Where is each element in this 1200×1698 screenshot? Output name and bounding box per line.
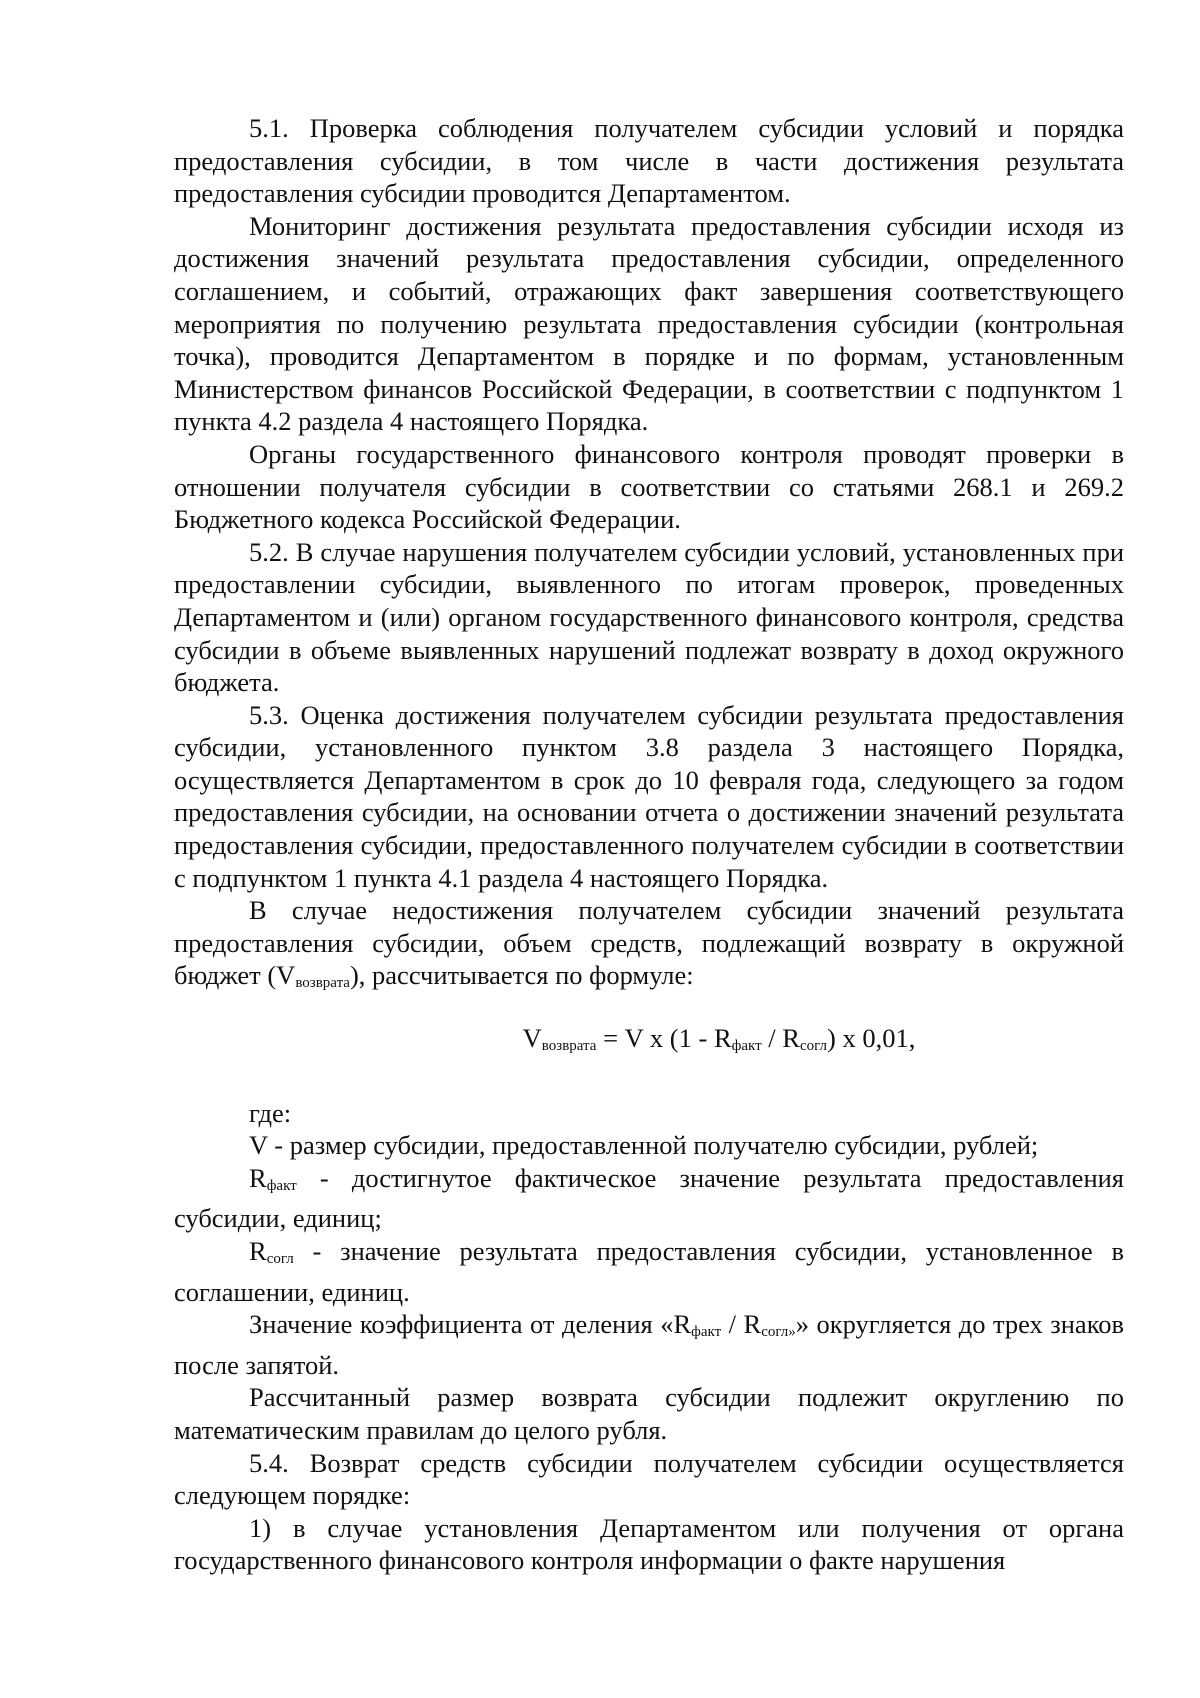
definition-r-fact: $R_{факт}$ - достигнутое фактическое значение результата предоставления субсидии, единиц; [174, 1162, 1124, 1234]
paragraph-5-1: 5.1. Проверка соблюдения получателем субсидии условий и порядка предоставления субсидии, в том числе в части достижения результата предоставления субсидии проводится Департаментом. [174, 113, 1124, 209]
paragraph-5-3: 5.3. Оценка достижения получателем субсидии результата предоставления субсидии, установленного пунктом 3.8 раздела 3 настоящего Порядка, осуществляется Департаментом в срок до 10 февраля года, следующего за годом предоставления субсидии, на основании отчета о достижении значений результата предоставления субсидии, предоставленного получателем субсидии в соответствии с подпунктом 1 пункта 4.1 раздела 4 настоящего Порядка. [174, 699, 1124, 893]
return-formula: $V_{возврата} = V$ x $(1 - R_{факт} / R_{согл})$ x 0,01, [522, 1023, 916, 1055]
definition-v: V - размер субсидии, предоставленной получателю субсидии, рублей; [249, 1130, 1039, 1161]
definition-r-sogl: $R_{согл}$ - значение результата предоставления субсидии, установленное в соглашении, единиц. [174, 1236, 1124, 1307]
paragraph-where: где: [249, 1097, 292, 1128]
paragraph-rounding: Рассчитанный размер возврата субсидии подлежит округлению по математическим правилам до целого рубля. [174, 1382, 1124, 1445]
paragraph-monitoring: Мониторинг достижения результата предоставления субсидии исходя из достижения значений результата предоставления субсидии, определенного соглашением, и событий, отражающих факт завершения соответствующего мероприятия по получению результата предоставления субсидии (контрольная точка), проводится Департаментом в порядке и по формам, установленным Министерством финансов Российской Федерации, в соответствии с подпунктом 1 пункта 4.2 раздела 4 настоящего Порядка. [174, 210, 1124, 437]
paragraph-control-bodies: Органы государственного финансового контроля проводят проверки в отношении получателя субсидии в соответствии со статьями 268.1 и 269.2 Бюджетного кодекса Российской Федерации. [174, 438, 1124, 535]
paragraph-coefficient: Значение коэффициента от деления «$R_{факт} / R_{согл»}$» округляется до трех знаков после запятой. [174, 1309, 1124, 1380]
paragraph-5-2: 5.2. В случае нарушения получателем субсидии условий, установленных при предоставлении субсидии, выявленного по итогам проверок, проведенных Департаментом и (или) органом государственного финансового контроля, средства субсидии в объеме выявленных нарушений подлежат возврату в доход окружного бюджета. [174, 536, 1124, 698]
list-item-1: 1) в случае установления Департаментом или получения от органа государственного финансового контроля информации о факте нарушения [174, 1512, 1124, 1576]
document-page [174, 112, 1124, 1577]
paragraph-5-4: 5.4. Возврат средств субсидии получателем субсидии осуществляется следующем порядке: [174, 1447, 1124, 1511]
paragraph-non-achievement: В случае недостижения получателем субсидии значений результата предоставления субсидии, объем средств, подлежащий возврату в окружной бюджет $(V_{возврата})$, рассчитывается по формуле: [174, 895, 1124, 992]
